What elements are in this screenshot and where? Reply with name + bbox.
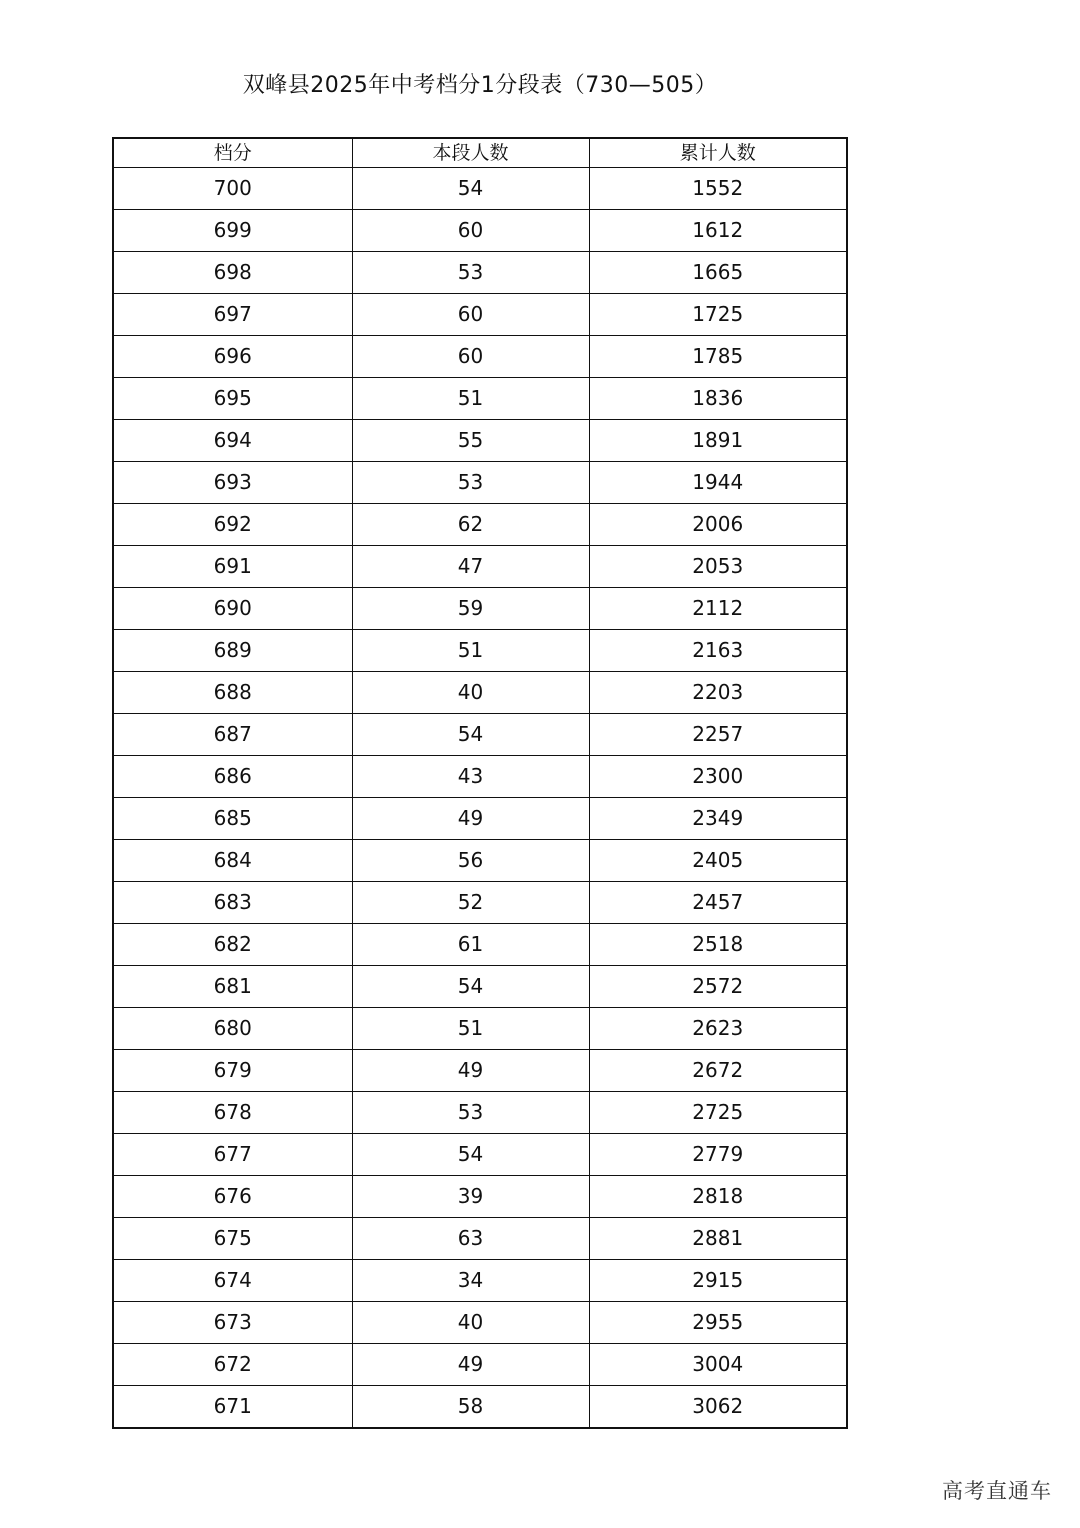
cell-cumulative-count: 2457: [589, 882, 847, 924]
cell-cumulative-count: 2300: [589, 756, 847, 798]
cell-cumulative-count: 2163: [589, 630, 847, 672]
cell-score: 686: [113, 756, 352, 798]
table-row: [113, 252, 847, 294]
cell-segment-count: 52: [352, 882, 589, 924]
cell-score: 698: [113, 252, 352, 294]
table-row: [113, 798, 847, 840]
cell-cumulative-count: 2203: [589, 672, 847, 714]
cell-segment-count: 49: [352, 1344, 589, 1386]
header-score: 档分: [113, 138, 352, 168]
table-row: [113, 1050, 847, 1092]
watermark: 高考直通车: [942, 1479, 1052, 1503]
cell-segment-count: 39: [352, 1176, 589, 1218]
cell-score: 684: [113, 840, 352, 882]
cell-cumulative-count: 2257: [589, 714, 847, 756]
table-row: [113, 546, 847, 588]
cell-cumulative-count: 1552: [589, 168, 847, 210]
cell-segment-count: 54: [352, 966, 589, 1008]
cell-score: 679: [113, 1050, 352, 1092]
cell-score: 671: [113, 1386, 352, 1429]
cell-score: 693: [113, 462, 352, 504]
cell-segment-count: 47: [352, 546, 589, 588]
cell-score: 673: [113, 1302, 352, 1344]
table-row: [113, 336, 847, 378]
cell-cumulative-count: 2518: [589, 924, 847, 966]
cell-segment-count: 40: [352, 672, 589, 714]
table-row: [113, 504, 847, 546]
table-row: [113, 210, 847, 252]
cell-cumulative-count: 2349: [589, 798, 847, 840]
table-row: [113, 756, 847, 798]
cell-segment-count: 40: [352, 1302, 589, 1344]
table-row: [113, 378, 847, 420]
table-row: [113, 588, 847, 630]
cell-segment-count: 53: [352, 252, 589, 294]
cell-score: 683: [113, 882, 352, 924]
table-row: [113, 1344, 847, 1386]
cell-segment-count: 63: [352, 1218, 589, 1260]
cell-cumulative-count: 2818: [589, 1176, 847, 1218]
cell-cumulative-count: 2779: [589, 1134, 847, 1176]
cell-score: 685: [113, 798, 352, 840]
table-row: [113, 630, 847, 672]
table-row: [113, 1134, 847, 1176]
cell-segment-count: 58: [352, 1386, 589, 1429]
cell-score: 687: [113, 714, 352, 756]
cell-cumulative-count: 1891: [589, 420, 847, 462]
cell-cumulative-count: 2006: [589, 504, 847, 546]
cell-segment-count: 56: [352, 840, 589, 882]
cell-score: 672: [113, 1344, 352, 1386]
cell-segment-count: 60: [352, 210, 589, 252]
table-row: [113, 924, 847, 966]
cell-cumulative-count: 2881: [589, 1218, 847, 1260]
cell-segment-count: 49: [352, 1050, 589, 1092]
table-header-row: [113, 138, 847, 168]
header-segment-count: 本段人数: [352, 138, 589, 168]
cell-score: 678: [113, 1092, 352, 1134]
header-cumulative-count: 累计人数: [589, 138, 847, 168]
cell-score: 674: [113, 1260, 352, 1302]
cell-cumulative-count: 2672: [589, 1050, 847, 1092]
cell-segment-count: 61: [352, 924, 589, 966]
table-row: [113, 1386, 847, 1429]
table-body: [113, 168, 847, 1429]
cell-segment-count: 54: [352, 168, 589, 210]
cell-score: 680: [113, 1008, 352, 1050]
cell-score: 700: [113, 168, 352, 210]
cell-segment-count: 53: [352, 1092, 589, 1134]
cell-score: 699: [113, 210, 352, 252]
cell-cumulative-count: 2572: [589, 966, 847, 1008]
cell-segment-count: 49: [352, 798, 589, 840]
cell-score: 690: [113, 588, 352, 630]
cell-score: 689: [113, 630, 352, 672]
cell-cumulative-count: 1944: [589, 462, 847, 504]
cell-score: 696: [113, 336, 352, 378]
cell-cumulative-count: 2915: [589, 1260, 847, 1302]
table-row: [113, 420, 847, 462]
cell-score: 676: [113, 1176, 352, 1218]
table-row: [113, 882, 847, 924]
table-row: [113, 294, 847, 336]
cell-score: 691: [113, 546, 352, 588]
table-row: [113, 168, 847, 210]
cell-score: 692: [113, 504, 352, 546]
cell-score: 682: [113, 924, 352, 966]
cell-cumulative-count: 2112: [589, 588, 847, 630]
cell-score: 675: [113, 1218, 352, 1260]
cell-cumulative-count: 3004: [589, 1344, 847, 1386]
cell-segment-count: 51: [352, 1008, 589, 1050]
cell-segment-count: 51: [352, 378, 589, 420]
cell-cumulative-count: 3062: [589, 1386, 847, 1429]
cell-segment-count: 54: [352, 714, 589, 756]
table-row: [113, 1092, 847, 1134]
cell-cumulative-count: 1785: [589, 336, 847, 378]
cell-segment-count: 43: [352, 756, 589, 798]
cell-score: 681: [113, 966, 352, 1008]
cell-segment-count: 55: [352, 420, 589, 462]
document-title: 双峰县2025年中考档分1分段表（730—505）: [242, 73, 718, 98]
cell-cumulative-count: 2053: [589, 546, 847, 588]
table-row: [113, 1260, 847, 1302]
cell-cumulative-count: 2955: [589, 1302, 847, 1344]
cell-score: 694: [113, 420, 352, 462]
table-row: [113, 714, 847, 756]
table-row: [113, 966, 847, 1008]
cell-segment-count: 62: [352, 504, 589, 546]
cell-segment-count: 59: [352, 588, 589, 630]
cell-segment-count: 60: [352, 294, 589, 336]
cell-cumulative-count: 1725: [589, 294, 847, 336]
cell-cumulative-count: 1665: [589, 252, 847, 294]
cell-segment-count: 34: [352, 1260, 589, 1302]
cell-cumulative-count: 1836: [589, 378, 847, 420]
cell-segment-count: 53: [352, 462, 589, 504]
cell-segment-count: 51: [352, 630, 589, 672]
table-row: [113, 672, 847, 714]
table-row: [113, 1008, 847, 1050]
cell-cumulative-count: 2725: [589, 1092, 847, 1134]
cell-score: 677: [113, 1134, 352, 1176]
table-row: [113, 1302, 847, 1344]
table-row: [113, 840, 847, 882]
score-distribution-table: [112, 137, 848, 1429]
cell-score: 697: [113, 294, 352, 336]
cell-cumulative-count: 2623: [589, 1008, 847, 1050]
cell-score: 688: [113, 672, 352, 714]
cell-cumulative-count: 2405: [589, 840, 847, 882]
table-row: [113, 1176, 847, 1218]
table-row: [113, 462, 847, 504]
cell-segment-count: 54: [352, 1134, 589, 1176]
cell-score: 695: [113, 378, 352, 420]
cell-cumulative-count: 1612: [589, 210, 847, 252]
table-row: [113, 1218, 847, 1260]
cell-segment-count: 60: [352, 336, 589, 378]
